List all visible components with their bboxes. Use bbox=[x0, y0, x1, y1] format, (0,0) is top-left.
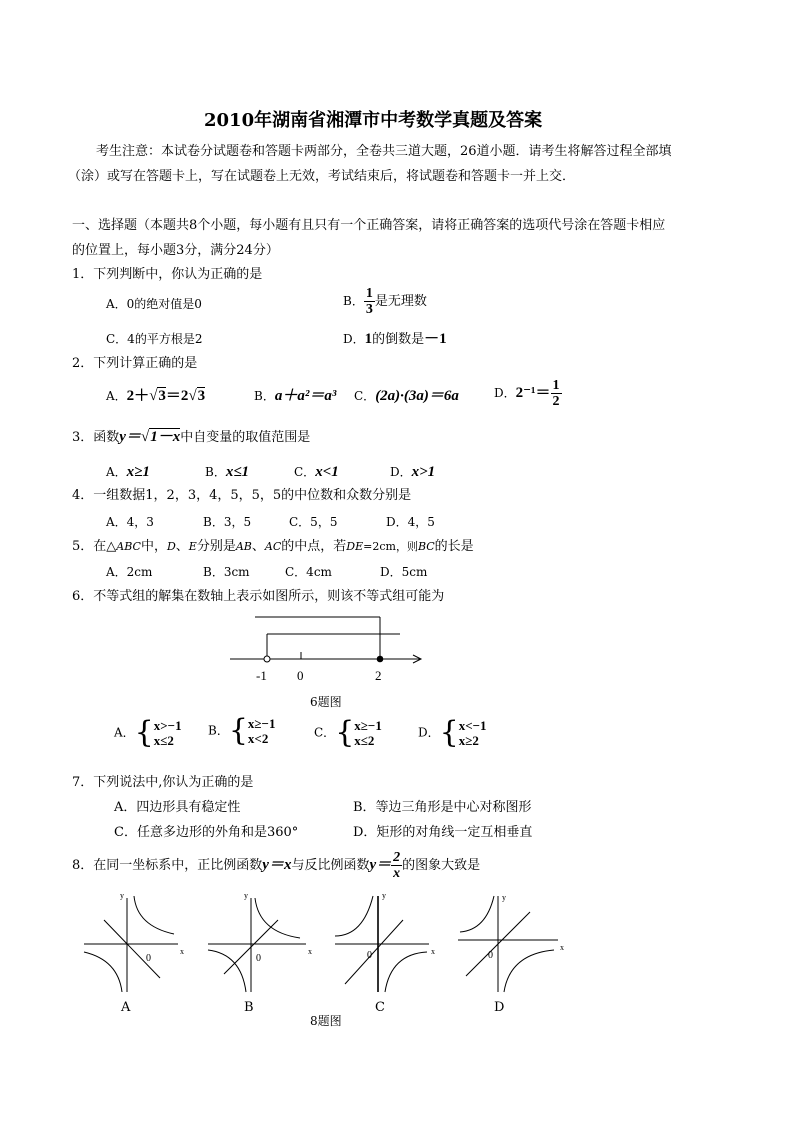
q2-d-math: 2⁻¹＝ bbox=[515, 385, 551, 401]
q8-graph-d bbox=[456, 892, 564, 998]
q6-a-label: A． bbox=[114, 725, 135, 740]
q6-d-label: D． bbox=[418, 725, 440, 740]
q6-d-brace: { bbox=[439, 715, 459, 750]
q8-f1: y＝x bbox=[262, 857, 292, 873]
q5-stem bbox=[72, 538, 474, 556]
q5-mid-1: 中， bbox=[140, 539, 167, 554]
q2-a-radicand-1: 3 bbox=[158, 388, 166, 404]
q8-c-origin: 0 bbox=[367, 950, 372, 961]
q4-stem: 4．一组数据1，2，3，4，5，5，5的中位数和众数分别是 bbox=[72, 488, 412, 503]
q2-c-label: C． bbox=[354, 389, 376, 403]
q4-option-a: A．4，3 bbox=[106, 515, 154, 529]
q3-option-c bbox=[294, 463, 339, 481]
q8-c-y-label: y bbox=[382, 891, 386, 900]
q3-stem-pre: 3．函数 bbox=[72, 430, 120, 445]
q5-option-d: D．5cm bbox=[380, 565, 428, 579]
q6-option-b bbox=[208, 713, 276, 748]
q5-bc: BC bbox=[417, 540, 435, 553]
q3-stem bbox=[72, 428, 310, 447]
q6-a-brace: { bbox=[134, 715, 154, 750]
q6-d-system bbox=[459, 718, 487, 748]
q6-b-line-1: x≥−1 bbox=[247, 716, 276, 731]
q8-graph-label-a: A bbox=[121, 1000, 131, 1015]
q2-option-b bbox=[254, 387, 336, 405]
notice-line-2: （涂）或写在答题卡上，写在试题卷上无效，考试结束后，将试题卷和答题卡一并上交． bbox=[68, 169, 576, 184]
q8-stem-post: 的图象大致是 bbox=[402, 858, 481, 873]
q6-d-line-2: x≥2 bbox=[458, 733, 479, 748]
q8-d-curve-q4 bbox=[504, 950, 554, 992]
q5-abc: ABC bbox=[116, 540, 141, 553]
q8-c-x-label: x bbox=[431, 947, 435, 956]
q2-a-root-2: √ bbox=[188, 388, 197, 404]
q5-option-a: A．2cm bbox=[106, 565, 153, 579]
q6-option-d bbox=[418, 715, 487, 750]
q8-stem-mid: 与反比例函数 bbox=[291, 858, 370, 873]
q2-a-radicand-2: 3 bbox=[197, 388, 206, 404]
q1-d-math-1: 1 bbox=[364, 331, 373, 347]
q8-b-curve-q1 bbox=[255, 898, 300, 938]
q3-c-math: x<1 bbox=[315, 464, 339, 480]
q5-ab: AB bbox=[235, 540, 252, 553]
q8-graph-a bbox=[82, 892, 182, 998]
q6-stem: 6．不等式组的解集在数轴上表示如图所示，则该不等式组可能为 bbox=[72, 589, 445, 604]
q8-graph-label-b: B bbox=[244, 1000, 254, 1015]
q6-a-line-1: x>−1 bbox=[153, 718, 182, 733]
q8-c-curve-q4 bbox=[385, 952, 427, 992]
q3-a-math: x≥1 bbox=[126, 464, 150, 480]
q5-option-c: C．4cm bbox=[285, 565, 332, 579]
q3-b-label: B． bbox=[205, 465, 226, 479]
q8-d-x-label: x bbox=[560, 943, 564, 952]
q8-b-origin: 0 bbox=[256, 953, 261, 964]
q2-a-math-2: ＝2 bbox=[165, 388, 189, 404]
q8-d-curve-q2 bbox=[460, 896, 494, 932]
q8-a-curve-q1 bbox=[134, 896, 174, 934]
q6-closed-point bbox=[377, 656, 384, 663]
q5-d: D bbox=[166, 540, 176, 553]
q2-option-a bbox=[106, 387, 205, 405]
q1-b-fraction bbox=[364, 286, 375, 317]
q3-stem-y: y＝ bbox=[119, 429, 141, 445]
q8-d-origin: 0 bbox=[488, 950, 493, 961]
q2-d-num: 1 bbox=[552, 378, 560, 393]
q1-option-d bbox=[343, 330, 447, 349]
q2-d-label: D． bbox=[494, 386, 516, 400]
q6-b-line-2: x<2 bbox=[247, 731, 269, 746]
q3-b-math: x≤1 bbox=[225, 464, 250, 480]
q4-option-c: C．5，5 bbox=[289, 515, 338, 529]
q6-open-point bbox=[264, 656, 270, 662]
q8-a-origin: 0 bbox=[146, 953, 151, 964]
q8-a-y-label: y bbox=[120, 891, 124, 900]
q7-stem: 7．下列说法中,你认为正确的是 bbox=[72, 775, 254, 790]
q7-option-c: C．任意多边形的外角和是360° bbox=[114, 825, 299, 840]
q1-b-label: B． bbox=[343, 294, 364, 308]
q6-c-label: C． bbox=[314, 725, 336, 740]
q1-b-den: 3 bbox=[365, 302, 373, 317]
q8-b-x-label: x bbox=[308, 947, 312, 956]
section-1-heading-cont: 的位置上，每小题3分，满分24分） bbox=[72, 243, 279, 258]
q3-a-label: A． bbox=[106, 465, 127, 479]
q3-option-a bbox=[106, 463, 150, 481]
q6-b-label: B． bbox=[208, 723, 229, 738]
notice-line-1: 考生注意：本试卷分试题卷和答题卡两部分，全卷共三道大题，26道小题．请考生将解答过程全部填 bbox=[96, 144, 672, 159]
q8-stem bbox=[72, 850, 480, 881]
q8-stem-pre: 8．在同一坐标系中，正比例函数 bbox=[72, 858, 263, 873]
q6-b-brace: { bbox=[228, 713, 248, 748]
q5-mid-2: 分别是 bbox=[196, 539, 236, 554]
q3-option-b bbox=[205, 463, 249, 481]
q1-b-num: 1 bbox=[365, 286, 373, 301]
q6-axis-label-0: 0 bbox=[297, 668, 304, 683]
q8-graph-b bbox=[206, 892, 310, 998]
q8-a-x-label: x bbox=[180, 947, 184, 956]
q5-ac: AC bbox=[264, 540, 282, 553]
q1-option-c: C．4的平方根是2 bbox=[106, 332, 203, 346]
q8-c-curve-q2 bbox=[335, 896, 373, 936]
q8-d-y-label: y bbox=[502, 893, 506, 902]
q6-c-system bbox=[354, 718, 382, 748]
q3-d-math: x>1 bbox=[411, 464, 436, 480]
q6-c-line-1: x≥−1 bbox=[354, 718, 382, 733]
q6-d-line-1: x<−1 bbox=[458, 718, 487, 733]
q1-option-b bbox=[343, 286, 427, 317]
q6-axis-label-neg1: -1 bbox=[256, 668, 267, 683]
q2-option-c bbox=[354, 387, 459, 405]
q3-d-label: D． bbox=[390, 465, 412, 479]
q8-graph-label-c: C bbox=[375, 1000, 385, 1015]
q7-option-b: B．等边三角形是中心对称图形 bbox=[353, 800, 532, 815]
q8-a-curve-q3 bbox=[84, 952, 122, 992]
q2-b-math: a＋a²＝a³ bbox=[274, 388, 337, 404]
q8-graph-label-d: D bbox=[494, 1000, 505, 1015]
q3-stem-root: √ bbox=[140, 429, 150, 445]
q6-b-system bbox=[248, 716, 276, 746]
q2-a-math-1: 2＋ bbox=[126, 388, 150, 404]
q1-stem: 1．下列判断中，你认为正确的是 bbox=[72, 267, 263, 282]
q8-f2-fraction bbox=[391, 850, 402, 881]
q2-a-label: A． bbox=[106, 389, 127, 403]
q3-option-d bbox=[390, 463, 435, 481]
q3-stem-radicand: 1－x bbox=[150, 429, 181, 445]
q5-dun: 、 bbox=[251, 539, 265, 554]
q6-c-line-2: x≤2 bbox=[354, 733, 375, 748]
q2-stem: 2．下列计算正确的是 bbox=[72, 356, 198, 371]
q4-option-b: B．3，5 bbox=[203, 515, 252, 529]
q4-option-d: D．4，5 bbox=[386, 515, 435, 529]
q1-b-text: 是无理数 bbox=[374, 294, 427, 309]
q8-f2-num: 2 bbox=[393, 850, 401, 865]
q6-option-a bbox=[114, 715, 182, 750]
q6-a-system bbox=[154, 718, 182, 748]
q6-axis-label-2: 2 bbox=[375, 668, 382, 683]
q8-b-y-label: y bbox=[244, 891, 248, 900]
q5-de: DE bbox=[346, 540, 364, 553]
page-title: 2010年湖南省湘潭市中考数学真题及答案 bbox=[204, 110, 543, 131]
q2-a-root-1: √ bbox=[149, 388, 158, 404]
q3-c-label: C． bbox=[294, 465, 316, 479]
q5-option-b: B．3cm bbox=[203, 565, 250, 579]
q6-a-line-2: x≤2 bbox=[153, 733, 174, 748]
q7-option-d: D．矩形的对角线一定互相垂直 bbox=[353, 825, 533, 840]
q1-d-text: 的倒数是 bbox=[372, 332, 425, 347]
q3-stem-post: 中自变量的取值范围是 bbox=[180, 430, 311, 445]
section-1-heading: 一、选择题（本题共8个小题，每小题有且只有一个正确答案，请将正确答案的选项代号涂在答题卡相应 bbox=[72, 218, 666, 233]
q6-c-brace: { bbox=[335, 715, 355, 750]
q2-c-math: (2a)·(3a)＝6a bbox=[375, 388, 459, 404]
q8-graph-c bbox=[333, 892, 433, 998]
q8-a-line bbox=[104, 920, 160, 978]
q8-f2: y＝ bbox=[369, 857, 392, 873]
q2-option-d bbox=[494, 378, 562, 409]
q1-option-a: A．0的绝对值是0 bbox=[106, 297, 202, 311]
q5-stem-pre: 5．在△ bbox=[72, 539, 117, 554]
q5-mid-4: =2cm，则 bbox=[363, 540, 418, 553]
q6-option-c bbox=[314, 715, 382, 750]
q1-d-label: D． bbox=[343, 332, 365, 346]
q8-f2-den: x bbox=[393, 866, 401, 881]
q5-mid-3: 的中点，若 bbox=[281, 539, 347, 554]
q8-figure-caption: 8题图 bbox=[310, 1014, 342, 1028]
q2-b-label: B． bbox=[254, 389, 275, 403]
q2-d-den: 2 bbox=[552, 394, 560, 409]
q5-e: E bbox=[188, 540, 197, 553]
q6-number-line-figure bbox=[220, 612, 430, 686]
q6-figure-caption: 6题图 bbox=[310, 695, 342, 709]
q5-post: 的长是 bbox=[434, 539, 474, 554]
q7-option-a: A．四边形具有稳定性 bbox=[114, 800, 241, 815]
q1-d-math-2: －1 bbox=[424, 331, 447, 347]
q2-d-fraction bbox=[551, 378, 562, 409]
q5-comma: 、 bbox=[175, 539, 189, 554]
